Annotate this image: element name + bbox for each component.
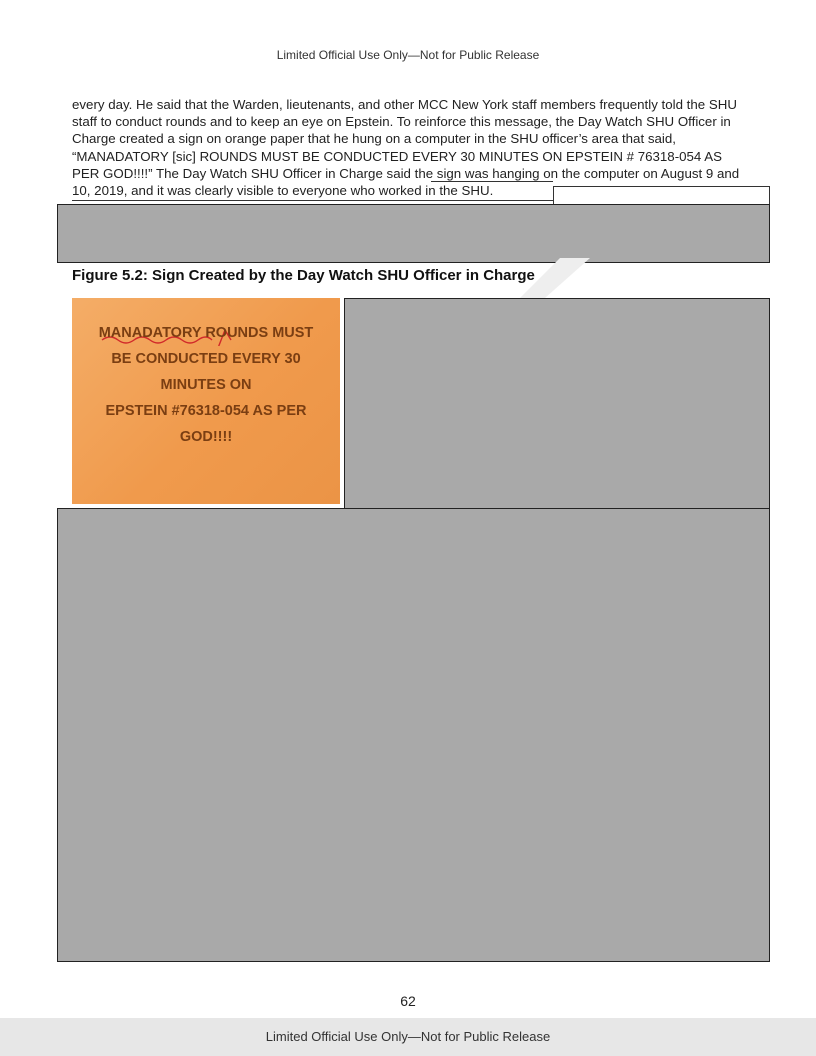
redaction-block-bottom	[57, 508, 770, 962]
page-footer: Limited Official Use Only—Not for Public Release	[0, 1018, 816, 1056]
sign-line: MINUTES ON	[160, 377, 252, 393]
page-number: 62	[400, 993, 416, 1009]
redaction-block-top	[57, 204, 770, 263]
sign-line: BE CONDUCTED EVERY 30	[111, 351, 301, 367]
figure-title: Figure 5.2: Sign Created by the Day Watch SHU Officer in Charge	[72, 267, 535, 284]
page-header: Limited Official Use Only—Not for Public Release	[276, 48, 540, 62]
sign-text	[72, 320, 340, 450]
sign-line: MANADATORY ROUNDS MUST	[98, 325, 314, 341]
text-underline	[431, 181, 553, 182]
body-paragraph: every day. He said that the Warden, lieutenants, and other MCC New York staff members frequently told the SHU staff to conduct rounds and to keep an eye on Epstein. To reinforce this message, the Day Watch SHU Officer in Charge created a sign on orange paper that he hung on a computer in the SHU officer’s area that said, “MANADATORY [sic] ROUNDS MUST BE CONDUCTED EVERY 30 MINUTES ON EPSTEIN # 76318-054 AS PER GOD!!!!” The Day Watch SHU Officer in Charge said the sign was hanging on the computer on August 9 and 10, 2019, and it was clearly visible to everyone who worked in the SHU.	[72, 97, 740, 199]
text-underline	[72, 200, 553, 201]
sign-line: GOD!!!!	[179, 429, 233, 445]
orange-sign-photo	[72, 298, 340, 504]
redaction-block-figure-right	[344, 298, 770, 509]
sign-line: EPSTEIN #76318-054 AS PER	[105, 403, 307, 419]
inline-redaction-box	[553, 186, 770, 205]
